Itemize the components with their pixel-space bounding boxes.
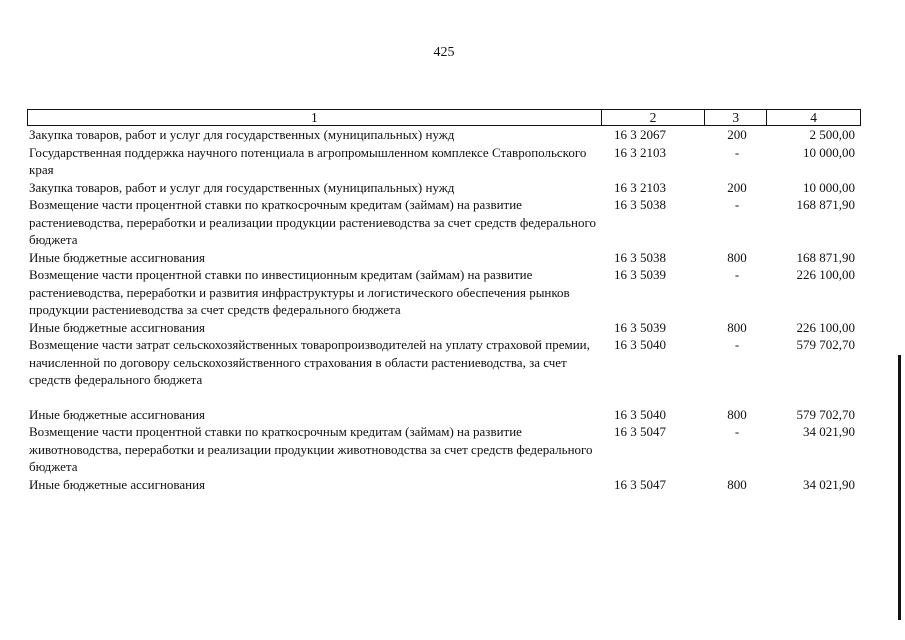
row-name: Государственная поддержка научного потенциала в агропромышленном комплексе Ставропольского края [29,144,587,177]
row-amount: 10 000,00 [803,179,855,195]
row-name: Иные бюджетные ассигнования [29,406,206,422]
row-amount: 2 500,00 [809,127,855,142]
row-code: 16 3 5040 [614,337,666,352]
row-type: 200 [727,179,747,195]
row-code: 16 3 5038 [614,249,666,265]
row-code: 16 3 2103 [614,179,666,195]
header-col-4: 4 [810,110,817,125]
budget-table [27,109,861,493]
row-amount: 34 021,90 [803,424,855,439]
table-row [27,319,861,337]
table-row [27,406,861,424]
row-name: Иные бюджетные ассигнования [29,319,206,335]
row-code: 16 3 2067 [614,127,666,142]
row-type: 800 [727,319,747,335]
row-code: 16 3 2103 [614,144,666,160]
row-code: 16 3 5039 [614,267,666,282]
row-name: Закупка товаров, работ и услуг для государственных (муниципальных) нужд [29,179,455,195]
table-header [27,109,861,126]
table-row [27,266,861,319]
row-amount: 226 100,00 [796,267,855,282]
row-amount: 226 100,00 [796,319,855,335]
table-row [27,423,861,476]
row-code: 16 3 5038 [614,197,666,212]
table-row [27,249,861,267]
row-amount: 34 021,90 [803,476,855,492]
row-amount: 168 871,90 [796,197,855,212]
scan-edge-line [898,355,901,620]
table-body [27,126,861,493]
row-gap [27,389,861,406]
header-col-2: 2 [602,110,706,125]
table-row [27,196,861,249]
row-name: Иные бюджетные ассигнования [29,476,206,492]
row-name: Возмещение части процентной ставки по инвестиционным кредитам (займам) на развитие растениеводства, переработки и развития инфраструктуры и логистического обеспечения рынков продукции растениеводства за счет средств федерального бюджета [29,267,570,317]
header-col-3: 3 [705,110,767,125]
row-amount: 579 702,70 [796,337,855,352]
row-type: - [734,144,740,160]
row-name: Возмещение части процентной ставки по краткосрочным кредитам (займам) на развитие животноводства, переработки и реализации продукции животноводства за счет средств федерального бюджета [29,424,593,474]
row-code: 16 3 5047 [614,424,666,439]
table-row [27,336,861,389]
row-name: Закупка товаров, работ и услуг для государственных (муниципальных) нужд [29,127,455,142]
row-type: - [734,337,740,352]
row-type: 800 [727,406,747,422]
row-amount: 10 000,00 [803,144,855,160]
row-code: 16 3 5040 [614,406,666,422]
row-name: Возмещение части затрат сельскохозяйственных товаропроизводителей на уплату страховой премии, начисленной по договору сельскохозяйственного страхования в области растениеводства, за счет средств федерального бюджета [29,337,590,387]
row-code: 16 3 5039 [614,319,666,335]
row-type: - [734,197,740,212]
row-type: - [734,424,740,439]
header-col-1: 1 [28,110,602,125]
page-number: 425 [433,45,455,60]
table-row [27,476,861,494]
row-type: - [734,267,740,282]
row-type: 800 [727,249,747,265]
row-code: 16 3 5047 [614,476,666,492]
row-type: 200 [727,127,747,142]
row-name: Возмещение части процентной ставки по краткосрочным кредитам (займам) на развитие растениеводства, переработки и реализации продукции растениеводства за счет средств федерального бюджета [29,197,596,247]
row-amount: 579 702,70 [796,406,855,422]
row-amount: 168 871,90 [796,249,855,265]
row-type: 800 [727,476,747,492]
table-row [27,144,861,179]
table-row [27,179,861,197]
table-row [27,126,861,144]
row-name: Иные бюджетные ассигнования [29,249,206,265]
